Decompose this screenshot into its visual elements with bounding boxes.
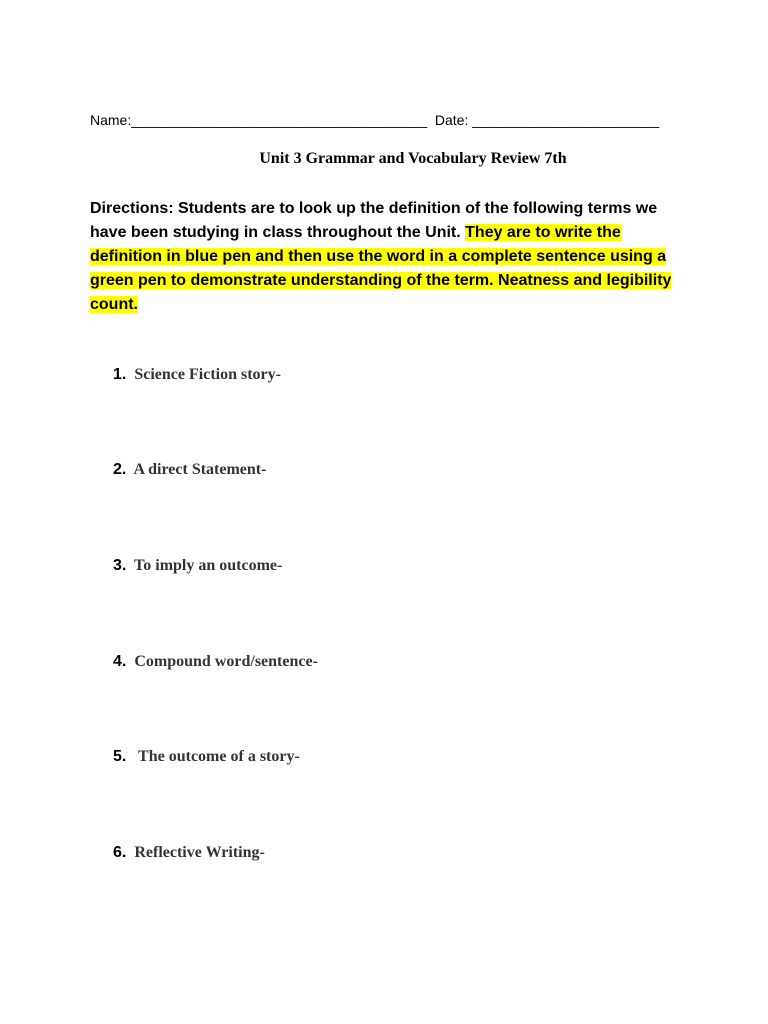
term-number: 1. [113,366,127,383]
term-number: 3. [113,557,127,574]
name-date-line: Name:______________________________________ Date: ________________________ [90,112,660,128]
term-number: 5. [113,748,127,765]
term-item-6 [113,844,265,862]
term-text: The outcome of a story- [126,748,300,765]
term-item-4 [113,653,318,671]
term-item-5 [113,748,300,766]
term-item-2 [113,461,266,479]
term-text: To imply an outcome- [126,557,283,574]
term-text: Reflective Writing- [126,844,265,861]
term-text: A direct Statement- [126,461,267,478]
term-number: 2. [113,461,127,478]
term-number: 4. [113,653,127,670]
term-text: Compound word/sentence- [126,653,318,670]
page-title: Unit 3 Grammar and Vocabulary Review 7th [259,150,567,167]
term-item-3 [113,557,282,575]
term-item-1 [113,366,281,384]
term-text: Science Fiction story- [126,366,281,383]
directions-text: Directions: Students are to look up the definition of the following terms we have been studying in class throughout the Unit. [90,200,658,241]
directions-paragraph [90,197,690,317]
term-number: 6. [113,844,127,861]
directions-highlighted-text: They are to write the definition in blue pen and then use the word in a complete sentence using a green pen to demonstrate understanding of the term. Neatness and legibility count. [90,224,672,313]
